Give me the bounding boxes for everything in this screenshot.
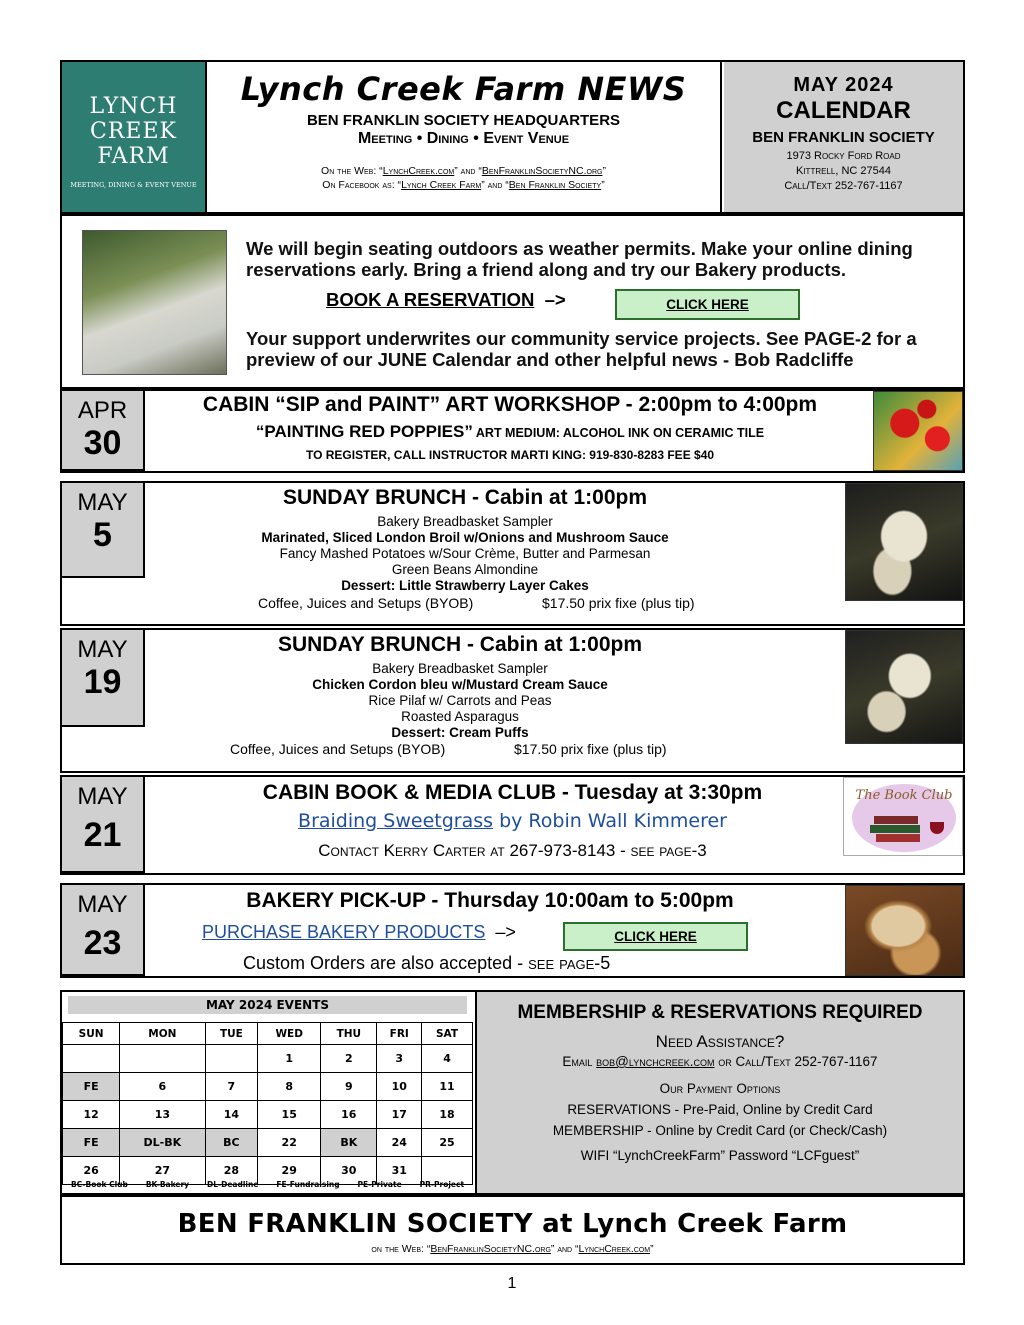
book-club-badge [843, 777, 963, 856]
menu-item: Bakery Breadbasket Sampler [372, 661, 548, 676]
calendar-day: 16 [321, 1101, 377, 1129]
footer [60, 1195, 965, 1265]
menu-item: Chicken Cordon bleu w/Mustard Cream Sauce [312, 677, 608, 692]
calendar-legend [62, 1180, 473, 1189]
calendar-day: 1 [258, 1045, 321, 1073]
calendar-day: 28 [205, 1157, 258, 1185]
intro-text: We will begin seating outdoors as weather permits. Make your online dining reservations early. Bring a friend along and try our Bakery products. [246, 238, 913, 280]
menu-item: Fancy Mashed Potatoes w/Sour Crème, Butter and Parmesan [279, 546, 651, 561]
event-date: MAY 21 [62, 777, 145, 873]
event-title: SUNDAY BRUNCH - Cabin at 1:00pm [282, 486, 648, 509]
book-author: by Robin Wall Kimmerer [493, 810, 727, 832]
address: 1973 Rocky Ford Road Kittrell, NC 27544 Call/Text 252-767-1167 [784, 150, 903, 192]
calendar-day: 31 [377, 1157, 422, 1185]
event-title: CABIN “SIP and PAINT” ART WORKSHOP - 2:00pm to 4:00pm [202, 393, 818, 416]
calendar-info [724, 62, 963, 212]
menu-item: Green Beans Almondine [391, 562, 539, 577]
support-text: Your support underwrites our community service projects. See PAGE-2 for a preview of our JUNE Calendar and other helpful news - Bob Radcliffe [246, 328, 917, 370]
calendar-title: MAY 2024 EVENTS [68, 996, 467, 1014]
brunch-menu [145, 486, 785, 594]
calendar-day [63, 1045, 120, 1073]
calendar-day: 11 [422, 1073, 473, 1101]
calendar-day: 8 [258, 1073, 321, 1101]
calendar-day: 3 [377, 1045, 422, 1073]
payment-options: Our Payment Options [659, 1081, 781, 1096]
calendar-week [63, 1101, 473, 1129]
book-club-details [145, 781, 880, 861]
contact-line: Email bob@lynchcreek.com or Call/Text 252-767-1167 [562, 1054, 878, 1069]
calendar-day: FE [63, 1073, 120, 1101]
calendar-day: 4 [422, 1045, 473, 1073]
calendar-week [63, 1073, 473, 1101]
calendar-day: 25 [422, 1129, 473, 1157]
calendar-day [120, 1045, 205, 1073]
newsletter-subtitle: BEN FRANKLIN SOCIETY HEADQUARTERS [306, 112, 621, 129]
bakery-link-row: PURCHASE BAKERY PRODUCTS –> [202, 922, 516, 942]
wifi-info: WIFI “LynchCreekFarm” Password “LCFguest” [580, 1148, 860, 1163]
weekday: THU [321, 1023, 377, 1045]
event-title: SUNDAY BRUNCH - Cabin at 1:00pm [277, 633, 643, 656]
menu-item: Bakery Breadbasket Sampler [377, 514, 553, 529]
table-setting-image [845, 483, 963, 601]
calendar-day: 14 [205, 1101, 258, 1129]
weekday: TUE [205, 1023, 258, 1045]
purchase-bakery-link[interactable]: PURCHASE BAKERY PRODUCTS [202, 922, 486, 942]
membership-payment: MEMBERSHIP - Online by Credit Card (or Check/Cash) [552, 1123, 888, 1138]
footer-lynchcreek-link[interactable]: LynchCreek.com [578, 1243, 651, 1255]
calendar-day: BC [205, 1129, 258, 1157]
calendar-day: 22 [258, 1129, 321, 1157]
brunch-menu [145, 633, 775, 741]
bakery-click-here-button[interactable]: CLICK HERE [563, 922, 748, 951]
footer-web: on the Web: “BenFranklinSocietyNC.org” and “LynchCreek.com” [371, 1243, 654, 1255]
email-link[interactable]: bob@lynchcreek.com [596, 1054, 715, 1069]
membership-box [475, 990, 965, 1195]
web-links: On the Web: “LynchCreek.com” and “BenFranklinSocietyNC.org” On Facebook as: “Lynch Creek Farm” and “Ben Franklin Society” [321, 165, 606, 191]
lynchcreek-link[interactable]: LynchCreek.com [382, 165, 455, 177]
logo [62, 62, 205, 212]
bfs-link[interactable]: BenFranklinSocietyNC.org [481, 165, 603, 177]
event-title: CABIN BOOK & MEDIA CLUB - Tuesday at 3:30pm [262, 781, 763, 804]
calendar-day: 6 [120, 1073, 205, 1101]
calendar-label: CALENDAR [776, 97, 911, 124]
newsletter-title: Lynch Creek Farm NEWS [240, 70, 687, 108]
calendar-day: 9 [321, 1073, 377, 1101]
calendar-week [63, 1129, 473, 1157]
logo-line: FARM [97, 144, 170, 169]
calendar-day: BK [321, 1129, 377, 1157]
calendar-weekdays [63, 1023, 473, 1045]
event-date: MAY 5 [62, 483, 145, 578]
registration-info: TO REGISTER, CALL INSTRUCTOR MARTI KING: 919-830-8283 FEE $40 [305, 448, 715, 462]
calendar-day: 15 [258, 1101, 321, 1129]
footer-bfs-link[interactable]: BenFranklinSocietyNC.org [430, 1243, 551, 1255]
calendar-day: 26 [63, 1157, 120, 1185]
reservations-payment: RESERVATIONS - Pre-Paid, Online by Credit Card [567, 1102, 873, 1117]
menu-item: Roasted Asparagus [401, 709, 519, 724]
calendar-day: 12 [63, 1101, 120, 1129]
weekday: MON [120, 1023, 205, 1045]
facebook-lcf-link[interactable]: Lynch Creek Farm [401, 179, 482, 191]
calendar-day: 29 [258, 1157, 321, 1185]
legend-item: DL-Deadline [207, 1180, 259, 1189]
book-club-badge-text: The Book Club [855, 788, 953, 803]
membership-heading: MEMBERSHIP & RESERVATIONS REQUIRED [517, 1002, 923, 1023]
weekday: WED [258, 1023, 321, 1045]
brunch-price: $17.50 prix fixe (plus tip) [514, 741, 667, 757]
brunch-drinks: Coffee, Juices and Setups (BYOB) [230, 741, 446, 757]
menu-dessert: Dessert: Cream Puffs [391, 725, 529, 740]
menu-item: Rice Pilaf w/ Carrots and Peas [368, 693, 552, 708]
menu-item: Marinated, Sliced London Broil w/Onions and Mushroom Sauce [261, 530, 669, 545]
event-date: APR 30 [62, 391, 145, 471]
calendar-day: 24 [377, 1129, 422, 1157]
weekday: FRI [377, 1023, 422, 1045]
brunch-drinks: Coffee, Juices and Setups (BYOB) [258, 595, 474, 611]
venue-tagline: Meeting • Dining • Event Venue [357, 130, 570, 147]
event-title: BAKERY PICK-UP - Thursday 10:00am to 5:00pm [246, 889, 734, 912]
calendar-day: DL-BK [120, 1129, 205, 1157]
calendar-day: 27 [120, 1157, 205, 1185]
workshop-name: “PAINTING RED POPPIES” [255, 422, 473, 441]
legend-item: FE-Fundraising [276, 1180, 340, 1189]
calendar-day: 10 [377, 1073, 422, 1101]
calendar-week [63, 1045, 473, 1073]
art-medium: ART MEDIUM: ALCOHOL INK ON CERAMIC TILE [472, 426, 765, 440]
calendar-day: 30 [321, 1157, 377, 1185]
weekday: SAT [422, 1023, 473, 1045]
legend-item: BK-Bakery [145, 1180, 190, 1189]
custom-orders: Custom Orders are also accepted - see page-5 [243, 953, 611, 973]
calendar-day: 17 [377, 1101, 422, 1129]
menu-dessert: Dessert: Little Strawberry Layer Cakes [341, 578, 589, 593]
logo-tagline: MEETING, DINING & EVENT VENUE [70, 181, 197, 189]
calendar-day: 18 [422, 1101, 473, 1129]
event-details [145, 393, 875, 462]
calendar-day: FE [63, 1129, 120, 1157]
calendar-day [205, 1045, 258, 1073]
org-name: BEN FRANKLIN SOCIETY [752, 129, 935, 146]
masthead [205, 62, 722, 212]
event-date: MAY 19 [62, 630, 145, 727]
weekday: SUN [63, 1023, 120, 1045]
logo-line: CREEK [90, 119, 177, 144]
chef-photo [82, 230, 227, 375]
book-club-contact: Contact Kerry Carter at 267-973-8143 - see page-3 [318, 841, 707, 860]
event-calendar [62, 1022, 473, 1185]
poppies-painting-image [873, 391, 963, 471]
brunch-price: $17.50 prix fixe (plus tip) [542, 595, 695, 611]
table-setting-image [845, 630, 963, 744]
book-reservation-label: BOOK A RESERVATION –> [326, 289, 566, 310]
legend-item: BC-Book Club [70, 1180, 128, 1189]
calendar-day: 13 [120, 1101, 205, 1129]
reservation-click-here-button[interactable]: CLICK HERE [615, 289, 800, 320]
logo-line: LYNCH [89, 94, 178, 119]
issue-month: MAY 2024 [793, 74, 894, 96]
legend-item: PE-Private [357, 1180, 402, 1189]
need-assistance: Need Assistance? [655, 1032, 785, 1051]
page-number: 1 [507, 1275, 517, 1292]
calendar-day: 2 [321, 1045, 377, 1073]
calendar-day: 7 [205, 1073, 258, 1101]
event-date: MAY 23 [62, 885, 145, 976]
book-title-link[interactable]: Braiding Sweetgrass [298, 810, 494, 832]
legend-item: PR-Project [419, 1180, 465, 1189]
footer-title: BEN FRANKLIN SOCIETY at Lynch Creek Farm [177, 1209, 848, 1239]
bread-loaf-image [845, 885, 963, 976]
facebook-bfs-link[interactable]: Ben Franklin Society [508, 179, 602, 191]
